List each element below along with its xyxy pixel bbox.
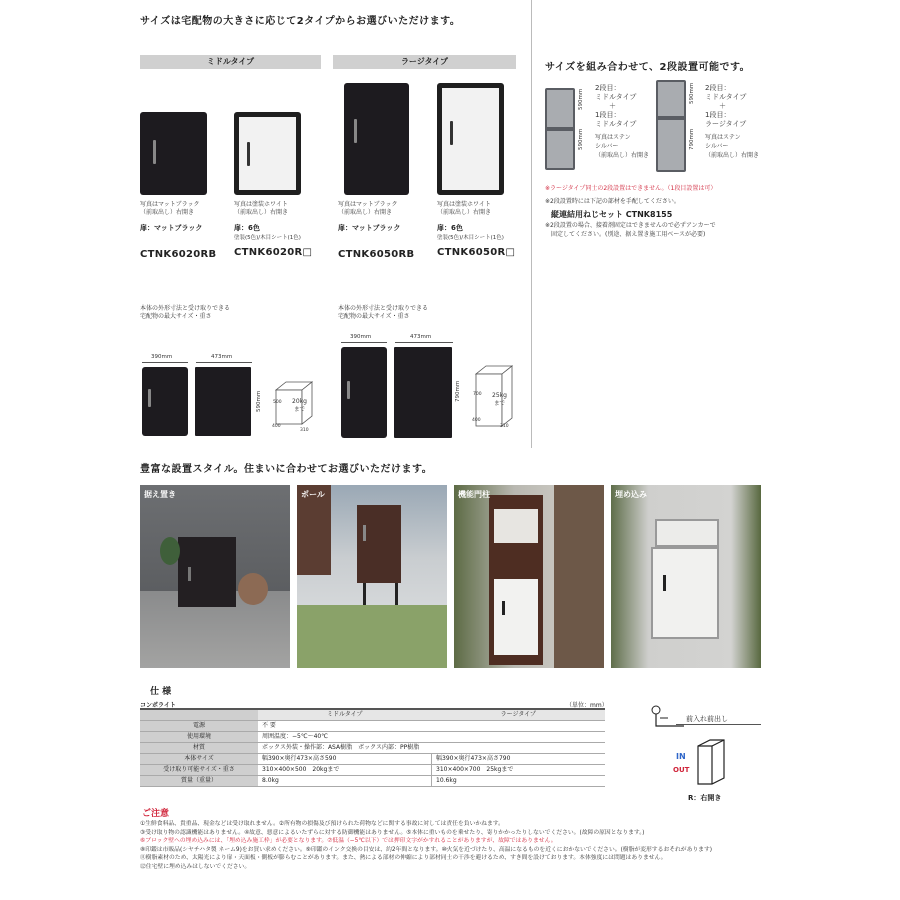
styles-heading: 豊富な設置スタイル。住まいに合わせてお選びいただけます。 [140,464,433,475]
label: ＋ [609,102,616,110]
door-spec: 扉：マットブラック [140,224,203,232]
label: 宅配物の最大サイズ・重さ [140,313,212,320]
out-label: OUT [673,766,690,774]
table-row [140,743,605,754]
label: ラージタイプ [705,120,747,128]
box-dim-d: 400 [272,424,281,429]
combo-image-1 [545,88,575,170]
product-image-large-black [344,83,409,195]
combo2-dim-lower: 790mm [689,128,695,150]
large-type-bar: ラージタイプ [333,55,516,69]
door-spec: 扉：6色 [437,224,463,232]
width-dim: 390mm [151,354,173,360]
handle-icon [153,140,156,164]
box-dim-h: 700 [473,392,482,397]
table-cell [140,710,258,721]
product-info-4 [437,201,532,258]
side-view-middle [195,367,251,436]
notes-list [140,820,712,872]
label: シルバー [595,143,619,150]
label: 25kg [492,392,507,399]
door-sub: 塗装(5色)/木目シート(1色) [437,235,504,241]
r-label: R：右開き [688,794,722,802]
divider [531,0,532,448]
middle-type-bar: ミドルタイプ [140,55,321,69]
style-label: 据え置き [144,490,176,499]
model-number: CTNK6020RB [140,249,217,260]
label: ミドルタイプ [595,93,637,101]
table-row [140,710,605,721]
label: （前取出し）右開き [595,152,650,159]
photo-standalone [140,485,290,668]
notes-title: ご注意 [142,809,170,819]
table-row [140,765,605,776]
note-text: ※2段設置時には下記の部材を手配してください。 [545,198,680,205]
product-image-middle-white [234,112,301,195]
box-dim-h: 500 [273,400,282,405]
note-line: ①生鮮食料品、貴重品、現金などは受け取れません。②所有物の損傷及び預けられた荷物などに関する事故に対しては責任を負いかねます。 [140,821,504,827]
two-stage-heading: サイズを組み合わせて、2段設置可能です。 [545,62,751,73]
label: 1段目： [595,111,621,119]
table-header: ラージタイプ [432,710,606,721]
table-row [140,754,605,765]
side-view-large [394,347,452,438]
table-cell: 電源 [140,721,258,732]
spec-title: 仕 様 [150,687,172,697]
door-spec: 扉：6色 [234,224,260,232]
note-line: ⑪樹脂素材のため、太陽光により扉・天面板・側板が膨らむことがあります。また、熱による部材の伸縮により部材同士の干渉を避けるため、すき間を設けております。本体強度には問題はありません。 [140,855,667,862]
style-label: 機能門柱 [458,490,490,499]
table-cell: 310×400×500 20kgまで [258,765,432,776]
caption: （前取出し）右開き [234,209,289,216]
caption: 写真はマットブラック [140,201,200,208]
note-text: ※2段設置の場合、接着剤固定はできませんので必ずアンカーで [545,222,716,229]
product-info-2 [234,201,329,258]
photo-pole [297,485,447,668]
label: 写真はステン [705,134,741,141]
caption: （前取出し）右開き [437,209,492,216]
label: ミドルタイプ [595,120,637,128]
height-dim: 590mm [256,390,262,412]
door-spec: 扉：マットブラック [338,224,401,232]
handle-icon [148,389,151,407]
handle-icon [247,142,250,166]
section-heading-sizes: サイズは宅配物の大きさに応じて2タイプからお選びいただけます。 [140,16,461,27]
table-cell: 本体サイズ [140,754,258,765]
front-view-middle [142,367,188,436]
note-line: ③受け取り物の認識機能はありません。④故意、悪意によるいたずらに対する防御機能はありません。⑤本体に重いものを乗せたり、寄りかかったりしないでください。(故障の原因となります。) [140,829,645,836]
dim-line [196,362,252,363]
label: 本体の外形寸法と受け取りできる [140,305,231,312]
table-cell: 310×400×700 25kgまで [432,765,606,776]
box-dim-d: 400 [472,418,481,423]
combo1-dim-upper: 590mm [578,88,584,110]
front-view-large [341,347,387,438]
product-info-3 [338,201,433,260]
unit-label: （単位：mm） [566,702,608,709]
in-label: IN [676,752,686,761]
table-cell: 周囲温度：−5℃〜40℃ [258,732,605,743]
model-number: CTNK6050R□ [437,247,516,258]
product-image-large-white [437,83,504,195]
door-right-icon [692,738,728,786]
table-cell: 10.6kg [432,776,606,787]
model-number: CTNK6020R□ [234,247,313,258]
combo-image-2 [656,80,686,172]
label: 宅配物の最大サイズ・重さ [338,313,410,320]
label: 1段目： [705,111,731,119]
style-label: ポール [301,490,325,499]
photo-embedded [611,485,761,668]
table-cell: 使用環境 [140,732,258,743]
note-line: ⑧印鑑は市販品(シヤチハタ製 ネーム9)をお買い求めください。⑨印鑑のインク交換の目安は、約2年間となります。⑩火気を近づけたり、高温になるものを近くにおかないでください。(樹脂が変形するおそれがあります) [140,846,713,853]
label: 本体の外形寸法と受け取りできる [338,305,429,312]
note-line: ⑥ブロック壁への埋め込みには、「埋め込み施工枠」が必要となります。⑦低温（−5℃以下）では押印文字がかすれることがありますが、故障ではありません。 [140,838,557,845]
combo2-dim-upper: 590mm [689,82,695,104]
label: 2段目： [705,84,731,92]
width-dim: 390mm [350,334,372,340]
dim-line [142,362,188,363]
caption: （前取出し）右開き [140,209,195,216]
handle-icon [450,121,453,145]
label: 20kg [292,398,307,405]
table-cell: 質量（重量） [140,776,258,787]
warning-text: ※ラージタイプ同士の2段設置はできません。（1段目設置は可） [545,185,717,192]
weight-label [292,398,307,413]
depth-dim: 473mm [410,334,432,340]
spec-subtitle: コンポライト [140,702,176,709]
box-dim-w: 310 [300,428,309,433]
table-cell: 幅390×奥行473×高さ790 [432,754,606,765]
label: まで [493,401,505,407]
handle-icon [347,381,350,399]
photo-gate-pillar [454,485,604,668]
weight-label [492,392,507,407]
open-label: 前入れ前出し [686,715,728,723]
combo1-dim-lower: 590mm [578,128,584,150]
product-image-middle-black [140,112,207,195]
label: ＋ [719,102,726,110]
note-text: 固定してください。(別途、据え置き施工用ベースが必要) [551,231,706,238]
open-label-rule [676,724,761,725]
caption: 写真はマットブラック [338,201,398,208]
label: まで [293,407,305,413]
label: シルバー [705,143,729,150]
note-line: ⑫住宅壁に埋め込みはしないでください。 [140,863,251,870]
table-cell: 幅390×奥行473×高さ590 [258,754,432,765]
box-dim-w: 310 [500,424,509,429]
table-cell: 不 要 [258,721,605,732]
combo1-labels [595,84,649,160]
depth-dim: 473mm [211,354,233,360]
height-dim: 790mm [455,380,461,402]
table-header: ミドルタイプ [258,710,432,721]
caption: （前取出し）右開き [338,209,393,216]
dim-line [395,342,453,343]
label: 2段目： [595,84,621,92]
handle-icon [354,119,357,143]
table-row [140,721,605,732]
label: ミドルタイプ [705,93,747,101]
table-cell: ボックス外装・操作部：ASA樹脂 ボックス内部：PP樹脂 [258,743,605,754]
model-number: CTNK6050RB [338,249,415,260]
table-row [140,732,605,743]
product-info-1 [140,201,235,260]
table-cell: 受け取り可能サイズ・重さ [140,765,258,776]
style-label: 埋め込み [615,490,647,499]
table-cell: 材質 [140,743,258,754]
table-cell: 8.0kg [258,776,432,787]
caption: 写真は塗装ホワイト [437,201,491,208]
label: 写真はステン [595,134,631,141]
dims-intro-large [338,305,428,321]
label: （前取出し）右開き [705,152,760,159]
screw-set-label: 縦連結用ねじセット CTNK8155 [551,210,673,219]
combo2-labels [705,84,759,160]
caption: 写真は塗装ホワイト [234,201,288,208]
dims-intro-middle [140,305,230,321]
dim-line [341,342,387,343]
spec-table [140,710,605,787]
door-sub: 塗装(5色)/木目シート(1色) [234,235,301,241]
table-row [140,776,605,787]
